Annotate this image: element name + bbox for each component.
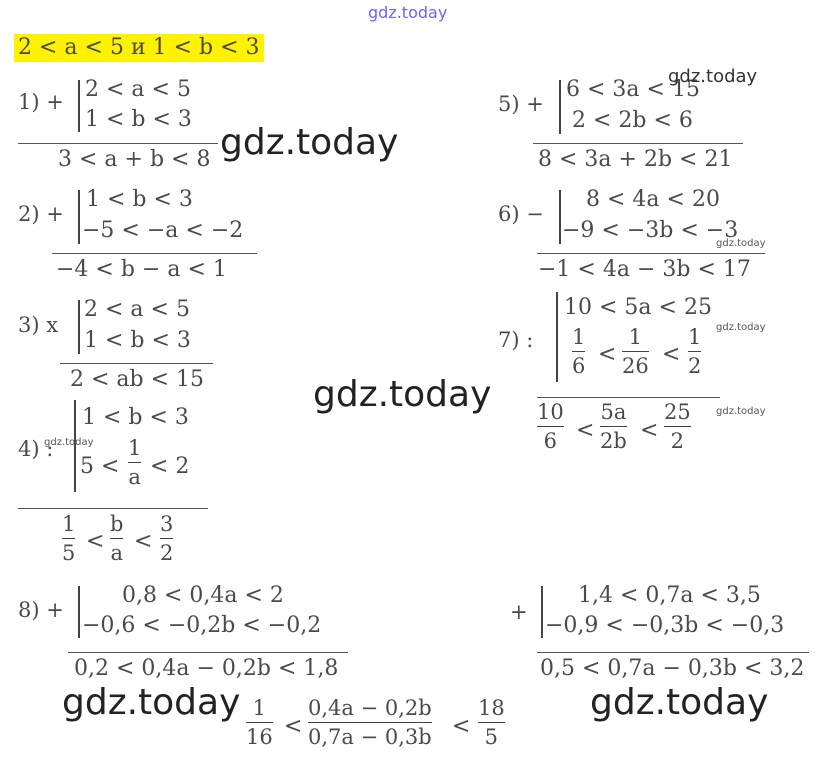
item-3-label: 3) x	[18, 313, 59, 337]
item-2-line-2: −5 < −a < −2	[82, 218, 244, 243]
item-3-result: 2 < ab < 15	[70, 367, 205, 392]
less-than: <	[284, 714, 303, 739]
item-2-line-1: 1 < b < 3	[86, 187, 193, 212]
system-bracket	[78, 300, 80, 354]
item-4-line-2-right: < 2	[150, 454, 190, 479]
fraction: 1 6	[572, 325, 586, 378]
system-bracket	[559, 190, 561, 244]
watermark: gdz.today	[62, 682, 241, 723]
item-1-line-2: 1 < b < 3	[85, 107, 192, 132]
item-9-label: +	[510, 600, 528, 624]
watermark: gdz.today	[220, 122, 399, 163]
item-9-result: 0,5 < 0,7a − 0,3b < 3,2	[540, 656, 805, 681]
item-5-line-1: 6 < 3a < 15	[566, 77, 700, 102]
item-9-line-1: 1,4 < 0,7a < 3,5	[578, 583, 761, 608]
fraction: 0,4a − 0,2b 0,7a − 0,3b	[308, 696, 432, 749]
item-6-line-1: 8 < 4a < 20	[586, 187, 720, 212]
item-4-line-2-left: 5 <	[80, 454, 120, 479]
system-bracket	[556, 292, 558, 382]
less-than: <	[86, 529, 105, 554]
less-than: <	[640, 418, 659, 443]
sum-rule	[18, 143, 218, 144]
system-bracket	[78, 80, 80, 132]
less-than: <	[452, 714, 471, 739]
fraction: 3 2	[160, 512, 174, 565]
watermark: gdz.today	[716, 238, 766, 249]
quotient-rule	[537, 397, 720, 398]
item-3-line-2: 1 < b < 3	[84, 328, 191, 353]
quotient-rule	[18, 508, 208, 509]
item-8-line-1: 0,8 < 0,4a < 2	[122, 583, 284, 608]
item-5-line-2: 2 < 2b < 6	[572, 108, 693, 133]
less-than: <	[134, 529, 153, 554]
item-7-line-1: 10 < 5a < 25	[564, 295, 712, 320]
watermark-top: gdz.today	[368, 3, 448, 22]
fraction: 1 2	[688, 325, 702, 378]
system-bracket	[559, 80, 561, 134]
item-9-line-2: −0,9 < −0,3b < −0,3	[545, 613, 785, 638]
item-7-label: 7) :	[498, 328, 534, 352]
fraction: 5a 2b	[600, 400, 627, 453]
watermark: gdz.today	[668, 66, 758, 87]
fraction: 1 5	[62, 512, 76, 565]
item-1-label: 1) +	[18, 90, 64, 114]
watermark: gdz.today	[313, 374, 492, 415]
product-rule	[60, 363, 213, 364]
item-5-label: 5) +	[498, 92, 544, 116]
sum-rule	[537, 652, 809, 653]
item-3-line-1: 2 < a < 5	[84, 297, 190, 322]
system-bracket	[74, 400, 76, 492]
item-8-result: 0,2 < 0,4a − 0,2b < 1,8	[74, 656, 339, 681]
problem-condition: 2 < a < 5 и 1 < b < 3	[14, 34, 264, 62]
item-6-result: −1 < 4a − 3b < 17	[538, 257, 751, 282]
item-1-line-1: 2 < a < 5	[85, 77, 191, 102]
fraction: 1 a	[128, 436, 142, 489]
sum-rule	[52, 253, 257, 254]
item-2-result: −4 < b − a < 1	[56, 257, 227, 282]
fraction: 10 6	[537, 400, 564, 453]
item-8-line-2: −0,6 < −0,2b < −0,2	[82, 613, 322, 638]
watermark: gdz.today	[716, 322, 766, 333]
less-than: <	[598, 342, 617, 367]
fraction: 1 26	[622, 325, 649, 378]
watermark: gdz.today	[716, 406, 766, 417]
less-than: <	[662, 342, 681, 367]
item-8-label: 8) +	[18, 598, 64, 622]
watermark: gdz.today	[590, 682, 769, 723]
item-5-result: 8 < 3a + 2b < 21	[538, 147, 733, 172]
item-2-label: 2) +	[18, 202, 64, 226]
less-than: <	[576, 418, 595, 443]
system-bracket	[78, 586, 80, 638]
sum-rule	[68, 652, 348, 653]
system-bracket	[78, 190, 80, 244]
item-1-result: 3 < a + b < 8	[58, 147, 211, 172]
fraction: 25 2	[664, 400, 691, 453]
item-4-line-1: 1 < b < 3	[82, 405, 189, 430]
system-bracket	[541, 586, 543, 638]
fraction: b a	[110, 512, 124, 565]
difference-rule	[537, 253, 765, 254]
item-6-label: 6) −	[498, 202, 544, 226]
watermark: gdz.today	[44, 437, 94, 448]
sum-rule	[533, 143, 743, 144]
item-4-label: 4) :	[18, 437, 54, 461]
item-6-line-2: −9 < −3b < −3	[562, 218, 739, 243]
fraction: 1 16	[246, 696, 273, 749]
fraction: 18 5	[478, 696, 505, 749]
